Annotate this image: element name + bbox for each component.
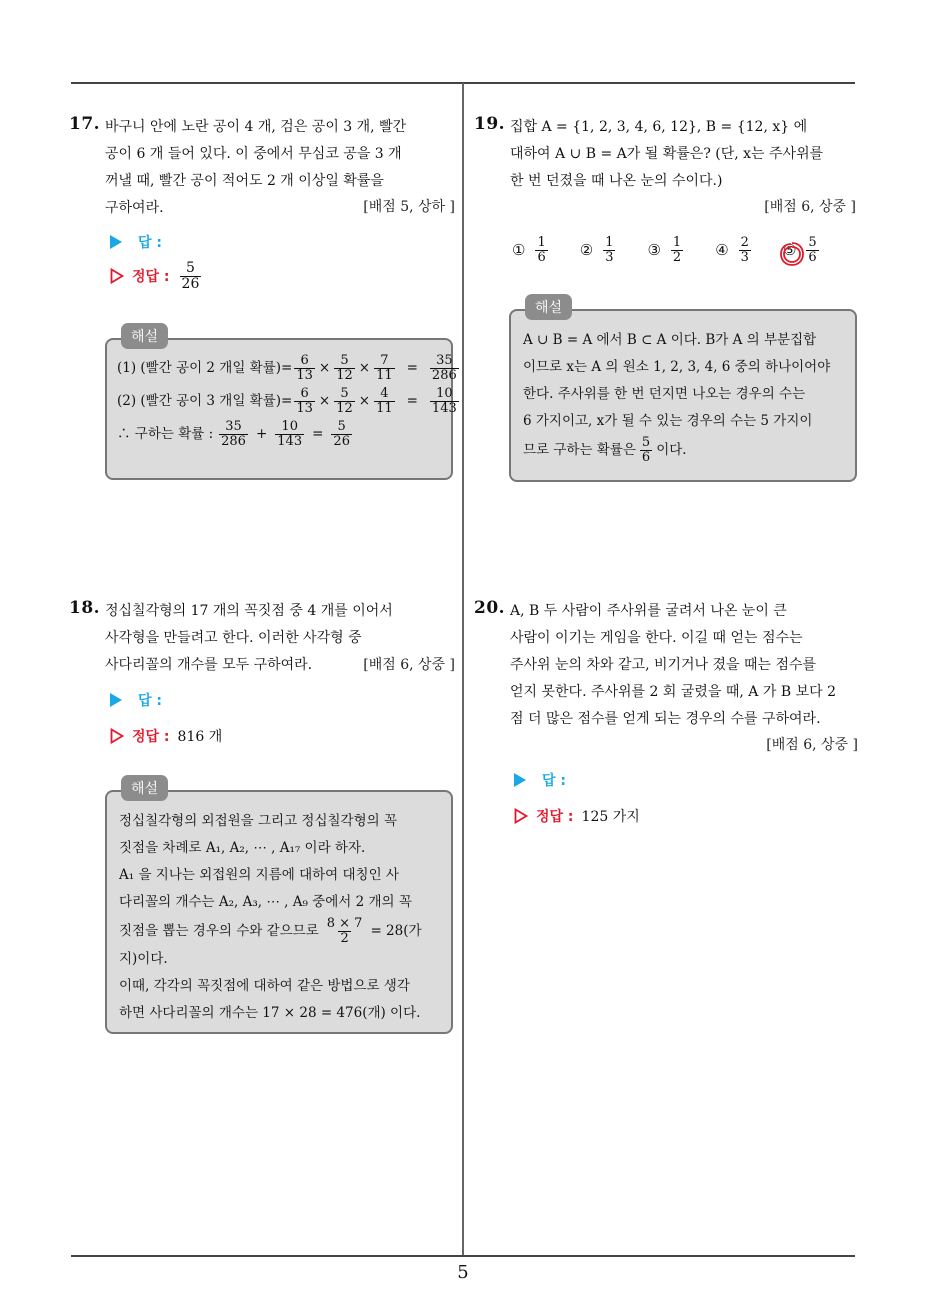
correct-answer-row — [110, 726, 222, 746]
solution-text — [523, 327, 845, 465]
question-line: 꺼낼 때, 빨간 공이 적어도 2 개 이상일 확률을 — [105, 173, 384, 189]
correct-value: 125 가지 — [581, 809, 640, 825]
solution-line: 이때, 각각의 꼭짓점에 대하여 같은 방법으로 생각 — [119, 978, 410, 994]
choice-5[interactable]: ⑤ $\frac{5}{6}$ — [783, 236, 821, 264]
solution-line: 정십칠각형의 외접원을 그리고 정십칠각형의 꼭 — [119, 813, 397, 829]
fraction: $\frac{4}{11}$ — [376, 386, 393, 416]
fraction: $\frac{5}{6}$ — [808, 235, 817, 265]
correct-value: 816 개 — [177, 729, 223, 745]
choice-4[interactable]: ④ $\frac{2}{3}$ — [715, 235, 749, 265]
play-outline-icon — [110, 728, 124, 744]
play-icon — [110, 235, 122, 249]
choice-2[interactable]: ② $\frac{1}{3}$ — [579, 235, 614, 265]
solution-line: 한다. 주사위를 한 번 던지면 나오는 경우의 수는 — [523, 386, 806, 402]
solution-line: 하면 사다리꼴의 개수는 17 × 28 = 476(개) 이다. — [119, 1005, 421, 1021]
question-line: 공이 6 개 들어 있다. 이 중에서 무심코 공을 3 개 — [105, 146, 402, 162]
problem-18 — [69, 598, 455, 677]
question-line: 주사위 눈의 차와 같고, 비기거나 졌을 때는 점수를 — [510, 657, 817, 673]
solution-text — [119, 808, 441, 1027]
question-line: 얻지 못한다. 주사위를 2 회 굴렸을 때, A 가 B 보다 2 — [510, 684, 836, 700]
correct-label: 정답 : — [536, 809, 574, 825]
fraction: $\frac{6}{13}$ — [296, 353, 313, 383]
question-line: A, B 두 사람이 주사위를 굴려서 나온 눈이 큰 — [510, 603, 787, 619]
play-outline-icon — [110, 268, 124, 284]
choice-1[interactable]: ① $\frac{1}{6}$ — [512, 235, 546, 265]
solution-line: ∴ 구하는 확률 : $\frac{35}{286}$ + $\frac{10}{143}$ = $\frac{5}{26}$ — [117, 419, 350, 449]
solution-box — [509, 300, 857, 482]
correct-label: 정답 : — [132, 269, 170, 286]
question-line: 구하여라. — [105, 200, 164, 216]
solution-tag: 해설 — [121, 323, 168, 349]
solution-line: 이므로 x는 A 의 원소 1, 2, 3, 4, 6 중의 하나이어야 — [523, 359, 831, 375]
correct-fraction: $\frac{5}{26}$ — [181, 260, 200, 292]
question-line: 대하여 A ∪ B = A가 될 확률은? (단, x는 주사위를 — [510, 146, 824, 162]
score-meta: [배점 5, 상하 ] — [363, 199, 455, 215]
fraction: $\frac{5}{26}$ — [333, 419, 350, 449]
answer-label: 답 : — [138, 235, 162, 251]
fraction: $\frac{1}{2}$ — [672, 235, 682, 265]
answer-row — [110, 690, 162, 710]
choice-3[interactable]: ③ $\frac{1}{2}$ — [647, 235, 682, 265]
problem-number: 19. — [474, 114, 506, 134]
solution-text — [117, 352, 457, 451]
problem-19 — [474, 114, 856, 219]
solution-line: 므로 구하는 확률은 $\frac{5}{6}$ 이다. — [523, 434, 687, 465]
solution-line: 6 가지이고, x가 될 수 있는 경우의 수는 5 가지이 — [523, 413, 813, 429]
correct-answer-row — [110, 261, 203, 291]
solution-line: A₁ 을 지나는 외접원의 지름에 대하여 대칭인 사 — [119, 867, 399, 883]
solution-line: (1) (빨간 공이 2 개일 확률)= $\frac{6}{13}$ × $\frac{5}{12}$ × $\frac{7}{11}$ = $\frac{35}{286}$ — [117, 353, 457, 383]
question-line: 사다리꼴의 개수를 모두 구하여라. — [105, 657, 313, 673]
solution-line: (2) (빨간 공이 3 개일 확률)= $\frac{6}{13}$ × $\frac{5}{12}$ × $\frac{4}{11}$ = $\frac{10}{143}$ — [117, 386, 457, 416]
solution-line: 지)이다. — [119, 951, 168, 967]
question-line: 사각형을 만들려고 한다. 이러한 사각형 중 — [105, 630, 362, 646]
fraction: $\frac{5}{12}$ — [336, 353, 353, 383]
answer-row — [514, 770, 566, 790]
play-icon — [110, 693, 122, 707]
page-number: 5 — [457, 1262, 469, 1283]
solution-line: 짓점을 뽑는 경우의 수와 같으므로 $\frac{8 \times 7}{2}$ = 28(가 — [119, 915, 422, 946]
fraction: $\frac{10}{143}$ — [431, 386, 457, 416]
problem-17 — [69, 114, 455, 219]
answer-choices — [512, 236, 851, 264]
score-meta: [배점 6, 상중 ] — [764, 199, 856, 215]
correct-answer-row — [514, 806, 640, 826]
solution-box — [105, 329, 457, 480]
question-line: 한 번 던졌을 때 나온 눈의 수이다.) — [510, 173, 723, 189]
problem-number: 17. — [69, 114, 101, 134]
question-line: 점 더 많은 점수를 얻게 되는 경우의 수를 구하여라. — [510, 711, 821, 727]
play-icon — [514, 773, 526, 787]
solution-line: 다리꼴의 개수는 A₂, A₃, ⋯ , A₉ 중에서 2 개의 꼭 — [119, 894, 412, 910]
question-line: 바구니 안에 노란 공이 4 개, 검은 공이 3 개, 빨간 — [105, 119, 407, 135]
fraction: $\frac{2}{3}$ — [740, 235, 749, 265]
answer-label: 답 : — [542, 773, 566, 789]
solution-line: A ∪ B = A 에서 B ⊂ A 이다. B가 A 의 부분집합 — [523, 332, 817, 348]
play-outline-icon — [514, 808, 528, 824]
fraction: $\frac{1}{3}$ — [605, 235, 614, 265]
solution-line: 짓점을 차례로 A₁, A₂, ⋯ , A₁₇ 이라 하자. — [119, 840, 366, 856]
problem-number: 20. — [474, 598, 506, 618]
question-line: 집합 A = {1, 2, 3, 4, 6, 12}, B = {12, x} 에 — [510, 119, 808, 135]
fraction: $\frac{5}{6}$ — [641, 434, 651, 465]
correct-label: 정답 : — [132, 729, 170, 745]
score-meta: [배점 6, 상중 ] — [363, 657, 455, 673]
fraction: $\frac{1}{6}$ — [537, 235, 546, 265]
solution-box — [105, 781, 453, 1034]
question-line: 정십칠각형의 17 개의 꼭짓점 중 4 개를 이어서 — [105, 603, 393, 619]
solution-tag: 해설 — [121, 775, 168, 801]
answer-label: 답 : — [138, 693, 162, 709]
question-line: 사람이 이기는 게임을 한다. 이길 때 얻는 점수는 — [510, 630, 803, 646]
solution-tag: 해설 — [525, 294, 572, 320]
fraction: $\frac{5}{12}$ — [336, 386, 353, 416]
answer-mark-icon — [779, 241, 805, 267]
score-meta: [배점 6, 상중 ] — [766, 737, 858, 753]
bottom-rule — [71, 1255, 855, 1257]
problem-20 — [474, 598, 858, 757]
column-divider — [462, 83, 464, 1255]
fraction: $\frac{6}{13}$ — [296, 386, 313, 416]
fraction: $\frac{35}{286}$ — [431, 353, 457, 383]
fraction: $\frac{35}{286}$ — [221, 419, 246, 449]
problem-number: 18. — [69, 598, 101, 618]
fraction: $\frac{8 \times 7}{2}$ — [326, 915, 363, 946]
answer-row — [110, 232, 162, 252]
fraction: $\frac{10}{143}$ — [277, 419, 303, 449]
fraction: $\frac{7}{11}$ — [376, 353, 393, 383]
